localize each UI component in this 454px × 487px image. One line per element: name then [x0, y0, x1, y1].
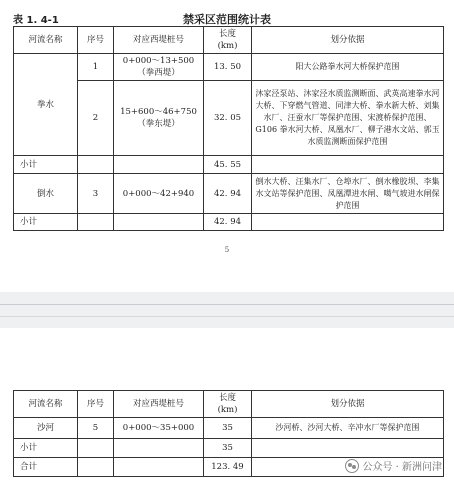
cell-total-label: 合计 [14, 458, 78, 477]
table-header-row [14, 391, 444, 418]
prohibited-area-table [13, 26, 444, 231]
cell-seq: 5 [78, 418, 114, 439]
document-page-2 [0, 328, 454, 487]
cell-basis: 沐家泾泵站、沐家泾水质监测断面、武英高速拳水河大桥、下穿燃气管道、同津大桥、拳水新大桥、刘集水厂、汪蚕水厂等保护范围、宋渡桥保护范围、G106 拳水河大桥、凤凰水厂、柳子港水文站、郭玉水质监测断面保护范围 [252, 81, 444, 156]
header-basis: 划分依据 [252, 391, 444, 418]
cell-length: 13. 50 [204, 54, 252, 81]
cell-stake: 0+000～13+500 （拳西堤） [114, 54, 204, 81]
cell-basis: 倒水大桥、汪集水厂、仓埠水厂、倒水橡胶坝、李集水文站等保护范围、凤凰潭进水闸、噶气坡进水闸保护范围 [252, 174, 444, 214]
cell-subtotal-label: 小计 [14, 439, 78, 458]
cell-length: 42. 94 [204, 174, 252, 214]
header-length: 长度 (km) [204, 391, 252, 418]
header-river: 河流名称 [14, 391, 78, 418]
cell-basis: 阳大公路拳水河大桥保护范围 [252, 54, 444, 81]
table-row [14, 418, 444, 439]
cell-length: 32. 05 [204, 81, 252, 156]
cell-seq: 3 [78, 174, 114, 214]
cell-subtotal-length: 35 [204, 439, 252, 458]
page-number: 5 [224, 246, 230, 254]
cell-seq: 2 [78, 81, 114, 156]
subtotal-row [14, 156, 444, 174]
table-row [14, 54, 444, 81]
cell-seq: 1 [78, 54, 114, 81]
header-stake: 对应西堤桩号 [114, 391, 204, 418]
cell-basis: 沙河桥、沙河大桥、辛冲水厂等保护范围 [252, 418, 444, 439]
header-stake: 对应西堤桩号 [114, 27, 204, 54]
page-edge [0, 316, 454, 317]
cell-subtotal-length: 42. 94 [204, 214, 252, 231]
subtotal-row [14, 439, 444, 458]
header-basis: 划分依据 [252, 27, 444, 54]
cell-subtotal-length: 45. 55 [204, 156, 252, 174]
watermark [345, 458, 442, 473]
cell-stake: 0+000～42+940 [114, 174, 204, 214]
header-seq: 序号 [78, 391, 114, 418]
watermark-text: 公众号 · 新洲问津 [362, 462, 442, 473]
cell-river: 拳水 [14, 54, 78, 156]
header-seq: 序号 [78, 27, 114, 54]
subtotal-row [14, 214, 444, 231]
cell-river: 沙河 [14, 418, 78, 439]
cell-total-length: 123. 49 [204, 458, 252, 477]
cell-stake: 0+000～35+000 [114, 418, 204, 439]
table-row [14, 81, 444, 156]
header-length: 长度 (km) [204, 27, 252, 54]
cell-river: 倒水 [14, 174, 78, 214]
cell-length: 35 [204, 418, 252, 439]
table-number-label: 表 1. 4-1 [13, 15, 59, 26]
table-row [14, 174, 444, 214]
header-river: 河流名称 [14, 27, 78, 54]
table-title: 禁采区范围统计表 [183, 13, 271, 26]
wechat-icon [345, 459, 359, 473]
cell-subtotal-label: 小计 [14, 156, 78, 174]
table-header-row [14, 27, 444, 54]
cell-subtotal-label: 小计 [14, 214, 78, 231]
page-gap [0, 292, 454, 328]
cell-stake: 15+600～46+750 （拳东堤） [114, 81, 204, 156]
page-edge [0, 304, 454, 305]
